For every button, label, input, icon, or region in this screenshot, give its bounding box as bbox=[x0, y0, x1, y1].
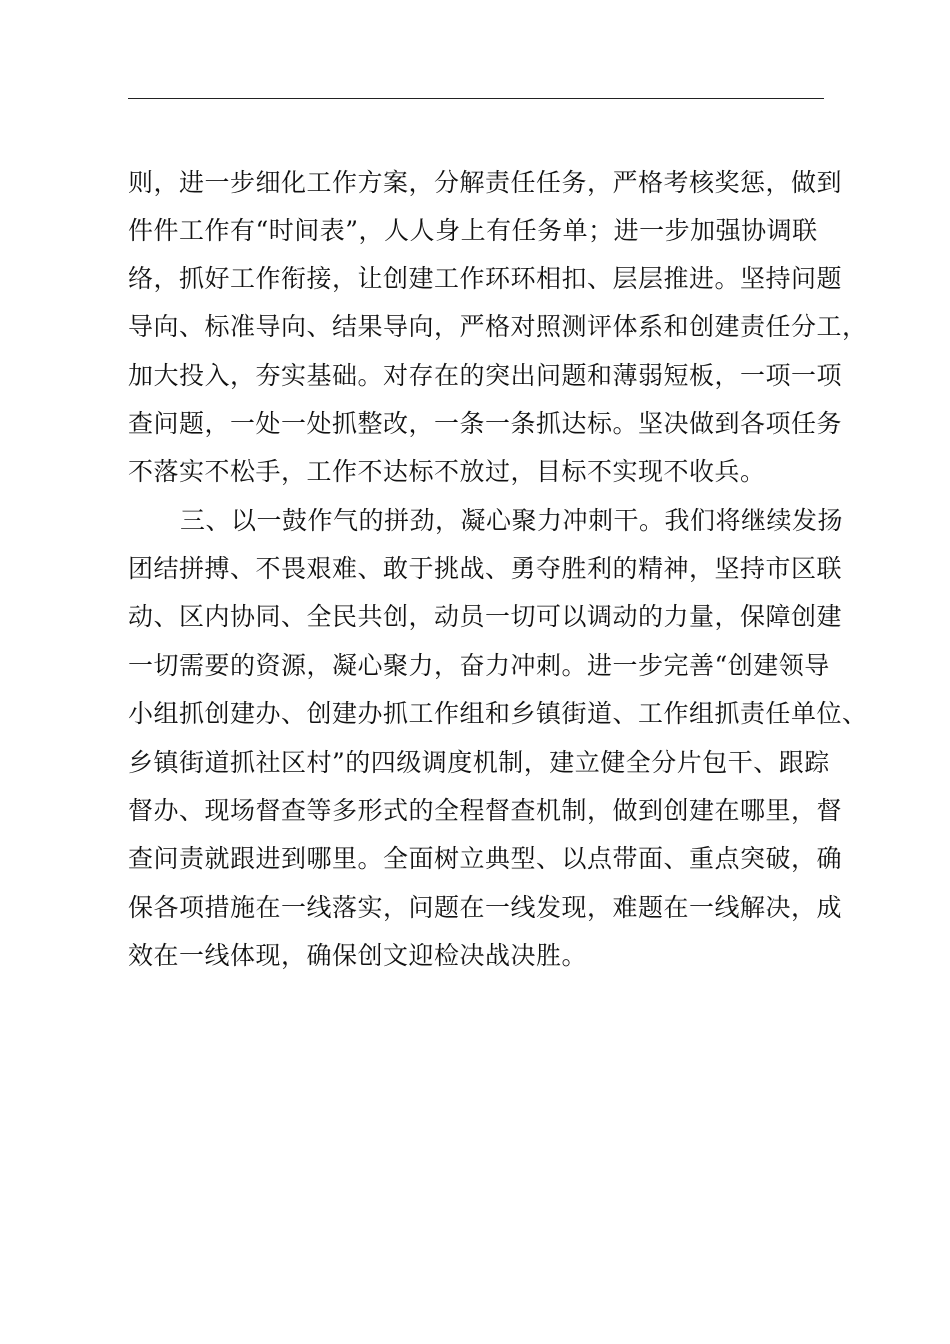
text-line: 小组抓创建办、创建办抓工作组和乡镇街道、工作组抓责任单位、 bbox=[128, 699, 868, 728]
text-line: 加大投入，夯实基础。对存在的突出问题和薄弱短板，一项一项 bbox=[128, 361, 843, 390]
text-line: 督办、现场督查等多形式的全程督查机制，做到创建在哪里，督 bbox=[128, 796, 843, 825]
text-line: 不落实不松手，工作不达标不放过，目标不实现不收兵。 bbox=[128, 457, 766, 486]
text-line: 则，进一步细化工作方案，分解责任任务，严格考核奖惩，做到 bbox=[128, 168, 843, 197]
text-line: 络，抓好工作衔接，让创建工作环环相扣、层层推进。坚持问题 bbox=[128, 264, 843, 293]
text-line: 查问题，一处一处抓整改，一条一条抓达标。坚决做到各项任务 bbox=[128, 409, 843, 438]
paragraph-first-line: 三、以一鼓作气的拼劲，凝心聚力冲刺干。我们将继续发扬 bbox=[180, 506, 844, 535]
text-line: 导向、标准导向、结果导向，严格对照测评体系和创建责任分工， bbox=[128, 312, 868, 341]
text-line: 团结拼搏、不畏艰难、敢于挑战、勇夺胜利的精神，坚持市区联 bbox=[128, 554, 843, 583]
text-line: 效在一线体现，确保创文迎检决战决胜。 bbox=[128, 941, 588, 970]
text-line: 查问责就跟进到哪里。全面树立典型、以点带面、重点突破，确 bbox=[128, 844, 843, 873]
text-line: 乡镇街道抓社区村”的四级调度机制，建立健全分片包干、跟踪 bbox=[128, 748, 830, 777]
text-line: 件件工作有“时间表”，人人身上有任务单；进一步加强协调联 bbox=[128, 216, 818, 245]
text-line: 动、区内协同、全民共创，动员一切可以调动的力量，保障创建 bbox=[128, 602, 843, 631]
header-rule bbox=[128, 98, 824, 99]
text-line: 一切需要的资源，凝心聚力，奋力冲刺。进一步完善“创建领导 bbox=[128, 651, 830, 680]
text-line: 保各项措施在一线落实，问题在一线发现，难题在一线解决，成 bbox=[128, 893, 843, 922]
